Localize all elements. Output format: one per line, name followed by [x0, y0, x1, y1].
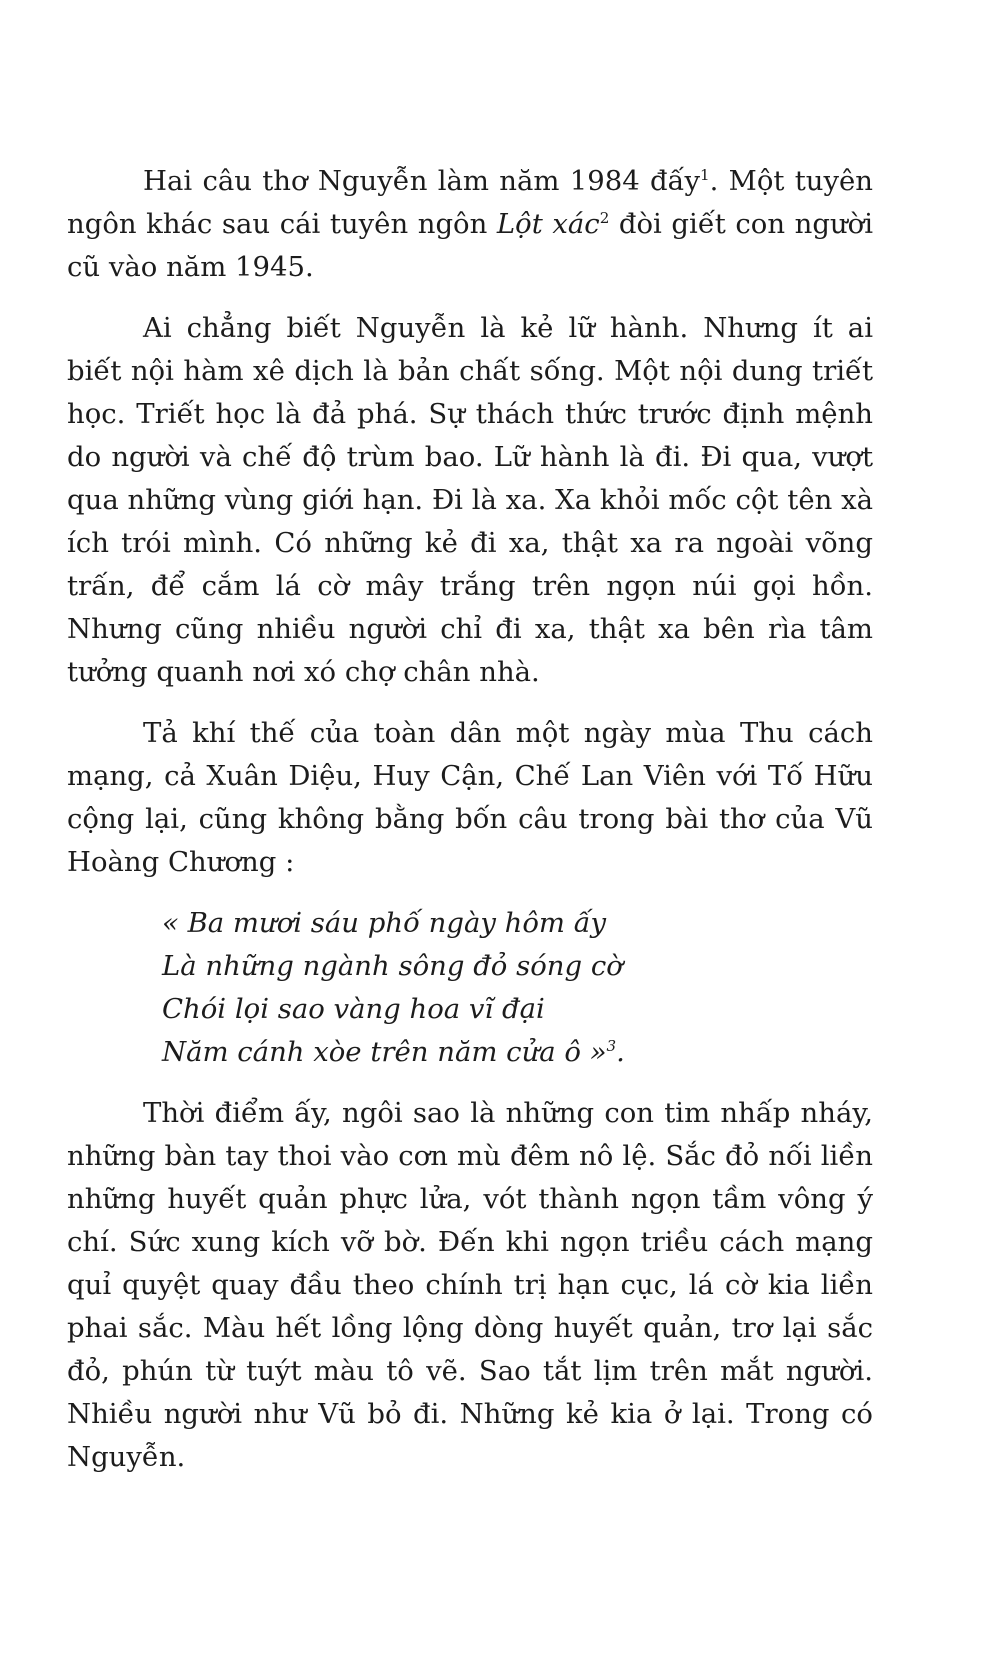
- poem-line-4-text: Năm cánh xòe trên năm cửa ô »: [162, 1036, 607, 1068]
- book-page: [67, 160, 873, 1497]
- poem-line-4: [162, 1031, 873, 1074]
- poem-line-4-end: .: [616, 1036, 625, 1068]
- paragraph-2: Ai chẳng biết Nguyễn là kẻ lữ hành. Nhưng ít ai biết nội hàm xê dịch là bản chất sống. Một nội dung triết học. Triết học là đả phá. Sự thách thức trước định mệnh do người và chế độ trùm bao. Lữ hành là đi. Đi qua, vượt qua những vùng giới hạn. Đi là xa. Xa khỏi mốc cột tên xà ích trói mình. Có những kẻ đi xa, thật xa ra ngoài võng trấn, để cắm lá cờ mây trắng trên ngọn núi gọi hồn. Nhưng cũng nhiều người chỉ đi xa, thật xa bên rìa tâm tưởng quanh nơi xó chợ chân nhà.: [67, 312, 873, 688]
- footnote-marker-3: 3: [606, 1036, 617, 1055]
- footnote-marker-1: 1: [700, 165, 710, 184]
- poem-line-3: Chói lọi sao vàng hoa vĩ đại: [162, 993, 545, 1025]
- paragraph-4: Thời điểm ấy, ngôi sao là những con tim nhấp nháy, những bàn tay thoi vào cơn mù đêm nô lệ. Sắc đỏ nối liền những huyết quản phực lửa, vót thành ngọn tầm vông ý chí. Sức xung kích vỡ bờ. Đến khi ngọn triều cách mạng quỉ quyệt quay đầu theo chính trị hạn cục, lá cờ kia liền phai sắc. Màu hết lồng lộng dòng huyết quản, trơ lại sắc đỏ, phún từ tuýt màu tô vẽ. Sao tắt lịm trên mắt người. Nhiều người như Vũ bỏ đi. Những kẻ kia ở lại. Trong có Nguyễn.: [67, 1097, 873, 1473]
- book-title-lot-xac: Lột xác: [496, 208, 600, 240]
- poem-line-2: Là những ngành sông đỏ sóng cờ: [162, 950, 623, 982]
- paragraph-1-text-a: Hai câu thơ Nguyễn làm năm 1984 đấy: [143, 165, 700, 197]
- paragraph-1-text-b: . Một tuyên ngôn khác sau cái tuyên ngôn: [67, 165, 873, 240]
- paragraph-1: [67, 160, 873, 289]
- footnote-marker-2: 2: [599, 208, 610, 227]
- paragraph-3: Tả khí thế của toàn dân một ngày mùa Thu cách mạng, cả Xuân Diệu, Huy Cận, Chế Lan Viên với Tố Hữu cộng lại, cũng không bằng bốn câu trong bài thơ của Vũ Hoàng Chương :: [67, 717, 873, 878]
- poem-quote: [162, 902, 873, 1074]
- paragraph-1-text-c: đòi giết con người cũ vào năm 1945.: [67, 208, 874, 283]
- poem-line-1: « Ba mươi sáu phố ngày hôm ấy: [162, 907, 607, 939]
